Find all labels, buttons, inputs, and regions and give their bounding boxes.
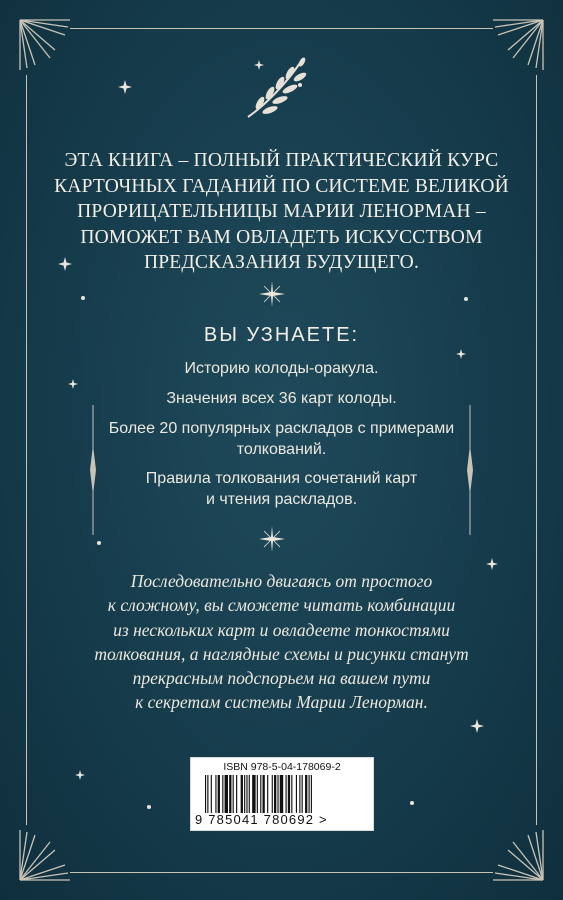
intro-line: КАРТОЧНЫХ ГАДАНИЙ ПО СИСТЕМЕ ВЕЛИКОЙ [54,175,509,197]
learn-item [60,418,503,460]
learn-heading: ВЫ УЗНАЕТЕ: [203,324,360,346]
barcode-bar [244,775,245,813]
barcode-bar [296,775,297,813]
barcode-bar [211,775,212,813]
sparkle-star-icon [254,60,264,70]
description-line: к секретам системы Марии Ленорман. [135,692,428,713]
sparkle-star-icon [259,281,285,307]
barcode-bar [311,775,312,813]
barcode-bar [263,775,265,813]
star-dot [81,296,85,300]
learn-item [60,468,503,510]
star-dot [298,83,302,87]
sparkle-star-icon [259,526,285,552]
description-line: прекрасным подспорьем на вашем пути [132,668,431,689]
barcode-bar [252,775,255,813]
learn-item-text: толкований. [236,441,327,458]
barcode-bar [309,775,310,813]
sparkle-star-icon [75,770,85,780]
barcode-bar [241,775,243,813]
description-line: толкования, а наглядные схемы и рисунки станут [94,643,469,664]
description-line: к сложному, вы сможете читать комбинации [107,595,456,616]
barcode-bars [205,775,359,813]
intro-line: ПОМОЖЕТ ВАМ ОВЛАДЕТЬ ИСКУССТВОМ [80,226,483,248]
sunburst-corner-icon [483,10,553,80]
frame-bottom-line [70,872,493,873]
barcode-bar [299,775,300,813]
barcode-bar [225,775,228,813]
description-line: Последовательно двигаясь от простого [130,571,433,591]
barcode-bar [280,775,283,813]
barcode-bar [249,775,250,813]
barcode-bar [305,775,307,813]
barcode-bar [302,775,303,813]
learn-item-text: Правила толкования сочетаний карт [145,470,418,487]
sparkle-star-icon [118,80,132,94]
intro-line: ПРОРИЦАТЕЛЬНИЦЫ МАРИИ ЛЕНОРМАН – [77,201,486,222]
barcode-bar [205,775,206,813]
barcode-bar [257,775,258,813]
barcode-bar [222,775,223,813]
description-paragraph [50,569,513,715]
learn-item-text: Историю колоды-оракула. [184,360,379,377]
star-dot [464,297,468,301]
barcode-bar [229,775,231,813]
intro-line: ЭТА КНИГА – ПОЛНЫЙ ПРАКТИЧЕСКИЙ КУРС [64,150,499,171]
learn-item-text: Значения всех 36 карт колоды. [166,390,397,407]
frame-right-line [536,75,537,825]
barcode-bar [215,775,216,813]
star-dot [97,541,101,545]
sunburst-corner-icon [10,820,80,890]
frame-left-line [26,75,27,825]
frame-top-line [70,28,493,29]
sparkle-star-icon [470,719,484,733]
isbn-digits: 9 785041 780692 > [195,812,328,827]
star-dot [147,805,151,809]
barcode-bar [286,775,287,813]
intro-paragraph [40,148,523,276]
barcode-bar [267,775,268,813]
laurel-branch-icon [240,55,315,125]
barcode-bar [236,775,237,813]
barcode-bar [291,775,292,813]
barcode-bar [207,775,208,813]
learn-item-text: Более 20 популярных раскладов с примерами [108,420,455,437]
barcode-bar [260,775,261,813]
barcode-bar [246,775,247,813]
barcode-bar [233,775,234,813]
learn-item [60,388,503,409]
barcode-bar [274,775,276,813]
barcode-bar [277,775,278,813]
description-line: из нескольких карт и овладеете тонкостями [113,619,450,640]
barcode-bar [272,775,273,813]
sunburst-corner-icon [483,820,553,890]
barcode-bar [288,775,290,813]
learn-item [60,358,503,379]
isbn-label: ISBN 978-5-04-178069-2 [223,761,341,773]
intro-line: ПРЕДСКАЗАНИЯ БУДУЩЕГО. [143,252,420,273]
learn-item-text: и чтения раскладов. [205,491,358,508]
isbn-barcode [190,757,374,831]
barcode-bar [218,775,220,813]
sunburst-corner-icon [10,10,80,80]
star-dot [410,801,414,805]
